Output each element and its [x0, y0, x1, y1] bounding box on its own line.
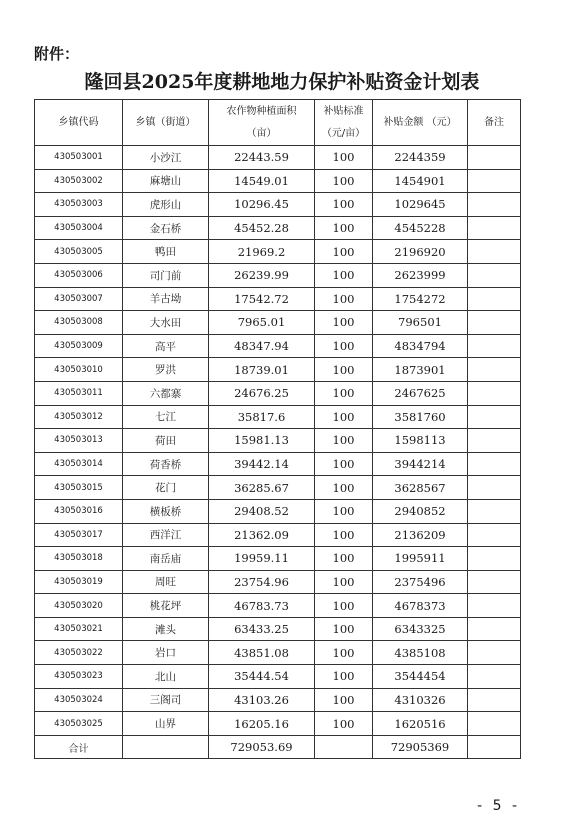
- cell-subsidy-amount: 1873901: [373, 358, 468, 382]
- cell-subsidy-rate: 100: [315, 216, 373, 240]
- total-town-cell: [123, 735, 209, 759]
- cell-planting-area: 18739.01: [209, 358, 315, 382]
- cell-town-name: 羊古坳: [123, 287, 209, 311]
- cell-subsidy-rate: 100: [315, 429, 373, 453]
- cell-subsidy-amount: 2623999: [373, 263, 468, 287]
- cell-subsidy-rate: 100: [315, 712, 373, 736]
- cell-town-name: 花门: [123, 476, 209, 500]
- header-subsidy-rate-unit: （元/亩）: [321, 127, 366, 139]
- cell-planting-area: 43103.26: [209, 688, 315, 712]
- cell-town-name: 荷田: [123, 429, 209, 453]
- cell-planting-area: 48347.94: [209, 334, 315, 358]
- table-row: [35, 617, 521, 641]
- cell-subsidy-rate: 100: [315, 476, 373, 500]
- cell-planting-area: 63433.25: [209, 617, 315, 641]
- header-town-code: 乡镇代码: [35, 100, 123, 146]
- cell-planting-area: 39442.14: [209, 452, 315, 476]
- cell-remarks: [468, 570, 521, 594]
- cell-town-code: 430503009: [35, 334, 123, 358]
- cell-subsidy-rate: 100: [315, 193, 373, 217]
- table-row: [35, 405, 521, 429]
- cell-town-name: 山界: [123, 712, 209, 736]
- table-row: [35, 287, 521, 311]
- table-row: [35, 452, 521, 476]
- cell-planting-area: 7965.01: [209, 311, 315, 335]
- cell-remarks: [468, 169, 521, 193]
- cell-planting-area: 22443.59: [209, 146, 315, 170]
- cell-remarks: [468, 311, 521, 335]
- header-remarks: 备注: [468, 100, 521, 146]
- table-row: [35, 146, 521, 170]
- cell-subsidy-amount: 3544454: [373, 665, 468, 689]
- cell-planting-area: 24676.25: [209, 381, 315, 405]
- cell-subsidy-rate: 100: [315, 287, 373, 311]
- cell-remarks: [468, 240, 521, 264]
- cell-town-code: 430503020: [35, 594, 123, 618]
- cell-subsidy-amount: 4385108: [373, 641, 468, 665]
- cell-planting-area: 36285.67: [209, 476, 315, 500]
- cell-town-name: 金石桥: [123, 216, 209, 240]
- cell-subsidy-rate: 100: [315, 547, 373, 571]
- cell-subsidy-amount: 1598113: [373, 429, 468, 453]
- cell-town-code: 430503012: [35, 405, 123, 429]
- cell-subsidy-rate: 100: [315, 334, 373, 358]
- cell-town-name: 罗洪: [123, 358, 209, 382]
- cell-planting-area: 16205.16: [209, 712, 315, 736]
- cell-town-code: 430503023: [35, 665, 123, 689]
- cell-subsidy-rate: 100: [315, 169, 373, 193]
- cell-town-code: 430503007: [35, 287, 123, 311]
- total-row: [35, 735, 521, 759]
- table-row: [35, 547, 521, 571]
- table-row: [35, 193, 521, 217]
- table-header-row: [35, 100, 521, 146]
- cell-subsidy-amount: 3944214: [373, 452, 468, 476]
- header-subsidy-rate: [315, 100, 373, 146]
- cell-subsidy-rate: 100: [315, 594, 373, 618]
- cell-subsidy-amount: 2375496: [373, 570, 468, 594]
- cell-remarks: [468, 594, 521, 618]
- cell-town-code: 430503004: [35, 216, 123, 240]
- cell-town-name: 司门前: [123, 263, 209, 287]
- cell-town-code: 430503018: [35, 547, 123, 571]
- total-area: 729053.69: [209, 735, 315, 759]
- cell-town-name: 岩口: [123, 641, 209, 665]
- cell-subsidy-amount: 1454901: [373, 169, 468, 193]
- cell-subsidy-amount: 2196920: [373, 240, 468, 264]
- cell-town-name: 桃花坪: [123, 594, 209, 618]
- cell-remarks: [468, 476, 521, 500]
- cell-town-name: 麻塘山: [123, 169, 209, 193]
- page-number: - 5 -: [477, 798, 520, 814]
- cell-subsidy-amount: 1620516: [373, 712, 468, 736]
- cell-remarks: [468, 523, 521, 547]
- cell-planting-area: 21362.09: [209, 523, 315, 547]
- cell-remarks: [468, 358, 521, 382]
- cell-town-name: 小沙江: [123, 146, 209, 170]
- cell-planting-area: 35817.6: [209, 405, 315, 429]
- cell-town-code: 430503011: [35, 381, 123, 405]
- cell-town-code: 430503010: [35, 358, 123, 382]
- cell-subsidy-amount: 3581760: [373, 405, 468, 429]
- cell-remarks: [468, 287, 521, 311]
- table-row: [35, 263, 521, 287]
- cell-remarks: [468, 216, 521, 240]
- cell-subsidy-rate: 100: [315, 311, 373, 335]
- cell-town-code: 430503001: [35, 146, 123, 170]
- cell-subsidy-rate: 100: [315, 146, 373, 170]
- cell-town-code: 430503002: [35, 169, 123, 193]
- cell-subsidy-amount: 3628567: [373, 476, 468, 500]
- cell-town-name: 南岳庙: [123, 547, 209, 571]
- cell-planting-area: 46783.73: [209, 594, 315, 618]
- cell-subsidy-rate: 100: [315, 499, 373, 523]
- cell-remarks: [468, 452, 521, 476]
- cell-subsidy-rate: 100: [315, 240, 373, 264]
- cell-subsidy-amount: 2244359: [373, 146, 468, 170]
- cell-town-code: 430503003: [35, 193, 123, 217]
- cell-town-code: 430503013: [35, 429, 123, 453]
- cell-town-name: 滩头: [123, 617, 209, 641]
- cell-subsidy-amount: 6343325: [373, 617, 468, 641]
- table-row: [35, 570, 521, 594]
- cell-subsidy-rate: 100: [315, 665, 373, 689]
- header-town-name: 乡镇（街道）: [123, 100, 209, 146]
- total-label: 合计: [35, 735, 123, 759]
- attachment-label: 附件：: [34, 45, 80, 63]
- cell-subsidy-rate: 100: [315, 617, 373, 641]
- cell-subsidy-rate: 100: [315, 523, 373, 547]
- cell-remarks: [468, 334, 521, 358]
- cell-planting-area: 45452.28: [209, 216, 315, 240]
- cell-remarks: [468, 688, 521, 712]
- cell-town-name: 高平: [123, 334, 209, 358]
- cell-subsidy-rate: 100: [315, 263, 373, 287]
- cell-subsidy-amount: 4834794: [373, 334, 468, 358]
- cell-planting-area: 10296.45: [209, 193, 315, 217]
- cell-town-name: 三阁司: [123, 688, 209, 712]
- cell-town-code: 430503005: [35, 240, 123, 264]
- cell-planting-area: 35444.54: [209, 665, 315, 689]
- cell-remarks: [468, 617, 521, 641]
- cell-subsidy-amount: 4678373: [373, 594, 468, 618]
- cell-remarks: [468, 665, 521, 689]
- cell-subsidy-amount: 2467625: [373, 381, 468, 405]
- cell-remarks: [468, 381, 521, 405]
- table-row: [35, 334, 521, 358]
- cell-town-name: 横板桥: [123, 499, 209, 523]
- cell-planting-area: 15981.13: [209, 429, 315, 453]
- cell-town-code: 430503017: [35, 523, 123, 547]
- cell-subsidy-amount: 4310326: [373, 688, 468, 712]
- header-subsidy-amount: 补贴金额 （元）: [373, 100, 468, 146]
- table-row: [35, 523, 521, 547]
- cell-remarks: [468, 547, 521, 571]
- cell-remarks: [468, 499, 521, 523]
- cell-remarks: [468, 193, 521, 217]
- table-row: [35, 240, 521, 264]
- cell-subsidy-rate: 100: [315, 688, 373, 712]
- cell-subsidy-amount: 1029645: [373, 193, 468, 217]
- total-amount: 72905369: [373, 735, 468, 759]
- table-row: [35, 641, 521, 665]
- cell-remarks: [468, 263, 521, 287]
- cell-town-name: 西洋江: [123, 523, 209, 547]
- cell-town-name: 鸭田: [123, 240, 209, 264]
- cell-subsidy-amount: 1995911: [373, 547, 468, 571]
- table-row: [35, 311, 521, 335]
- cell-town-code: 430503022: [35, 641, 123, 665]
- cell-town-name: 虎形山: [123, 193, 209, 217]
- cell-remarks: [468, 405, 521, 429]
- cell-town-name: 荷香桥: [123, 452, 209, 476]
- table-row: [35, 594, 521, 618]
- cell-town-code: 430503019: [35, 570, 123, 594]
- cell-subsidy-amount: 4545228: [373, 216, 468, 240]
- cell-town-code: 430503014: [35, 452, 123, 476]
- table-body: [35, 146, 521, 736]
- cell-town-name: 七江: [123, 405, 209, 429]
- cell-planting-area: 19959.11: [209, 547, 315, 571]
- table-row: [35, 169, 521, 193]
- cell-subsidy-rate: 100: [315, 570, 373, 594]
- table-row: [35, 381, 521, 405]
- cell-town-name: 北山: [123, 665, 209, 689]
- cell-planting-area: 26239.99: [209, 263, 315, 287]
- cell-planting-area: 14549.01: [209, 169, 315, 193]
- cell-subsidy-amount: 1754272: [373, 287, 468, 311]
- cell-town-code: 430503006: [35, 263, 123, 287]
- cell-town-code: 430503015: [35, 476, 123, 500]
- cell-subsidy-amount: 796501: [373, 311, 468, 335]
- cell-planting-area: 21969.2: [209, 240, 315, 264]
- cell-town-code: 430503008: [35, 311, 123, 335]
- table-row: [35, 712, 521, 736]
- subsidy-plan-table: [34, 99, 521, 759]
- cell-planting-area: 23754.96: [209, 570, 315, 594]
- cell-town-code: 430503025: [35, 712, 123, 736]
- header-planting-area: [209, 100, 315, 146]
- cell-planting-area: 43851.08: [209, 641, 315, 665]
- total-rate: [315, 735, 373, 759]
- cell-remarks: [468, 429, 521, 453]
- total-remarks: [468, 735, 521, 759]
- cell-planting-area: 17542.72: [209, 287, 315, 311]
- cell-subsidy-amount: 2940852: [373, 499, 468, 523]
- cell-town-name: 大水田: [123, 311, 209, 335]
- cell-subsidy-rate: 100: [315, 405, 373, 429]
- document-title: 隆回县2025年度耕地地力保护补贴资金计划表: [84, 71, 480, 93]
- header-planting-area-label: 农作物种植面积: [226, 105, 297, 117]
- table-row: [35, 358, 521, 382]
- cell-town-name: 六都寨: [123, 381, 209, 405]
- cell-town-name: 周旺: [123, 570, 209, 594]
- cell-remarks: [468, 146, 521, 170]
- cell-subsidy-rate: 100: [315, 381, 373, 405]
- table-row: [35, 499, 521, 523]
- cell-subsidy-amount: 2136209: [373, 523, 468, 547]
- table-row: [35, 688, 521, 712]
- header-subsidy-rate-label: 补贴标准: [323, 105, 364, 117]
- cell-town-code: 430503021: [35, 617, 123, 641]
- cell-subsidy-rate: 100: [315, 358, 373, 382]
- table-row: [35, 665, 521, 689]
- table-row: [35, 476, 521, 500]
- cell-remarks: [468, 712, 521, 736]
- cell-remarks: [468, 641, 521, 665]
- header-planting-area-unit: （亩）: [246, 127, 277, 139]
- table-row: [35, 429, 521, 453]
- cell-planting-area: 29408.52: [209, 499, 315, 523]
- cell-subsidy-rate: 100: [315, 641, 373, 665]
- cell-subsidy-rate: 100: [315, 452, 373, 476]
- cell-town-code: 430503016: [35, 499, 123, 523]
- cell-town-code: 430503024: [35, 688, 123, 712]
- table-row: [35, 216, 521, 240]
